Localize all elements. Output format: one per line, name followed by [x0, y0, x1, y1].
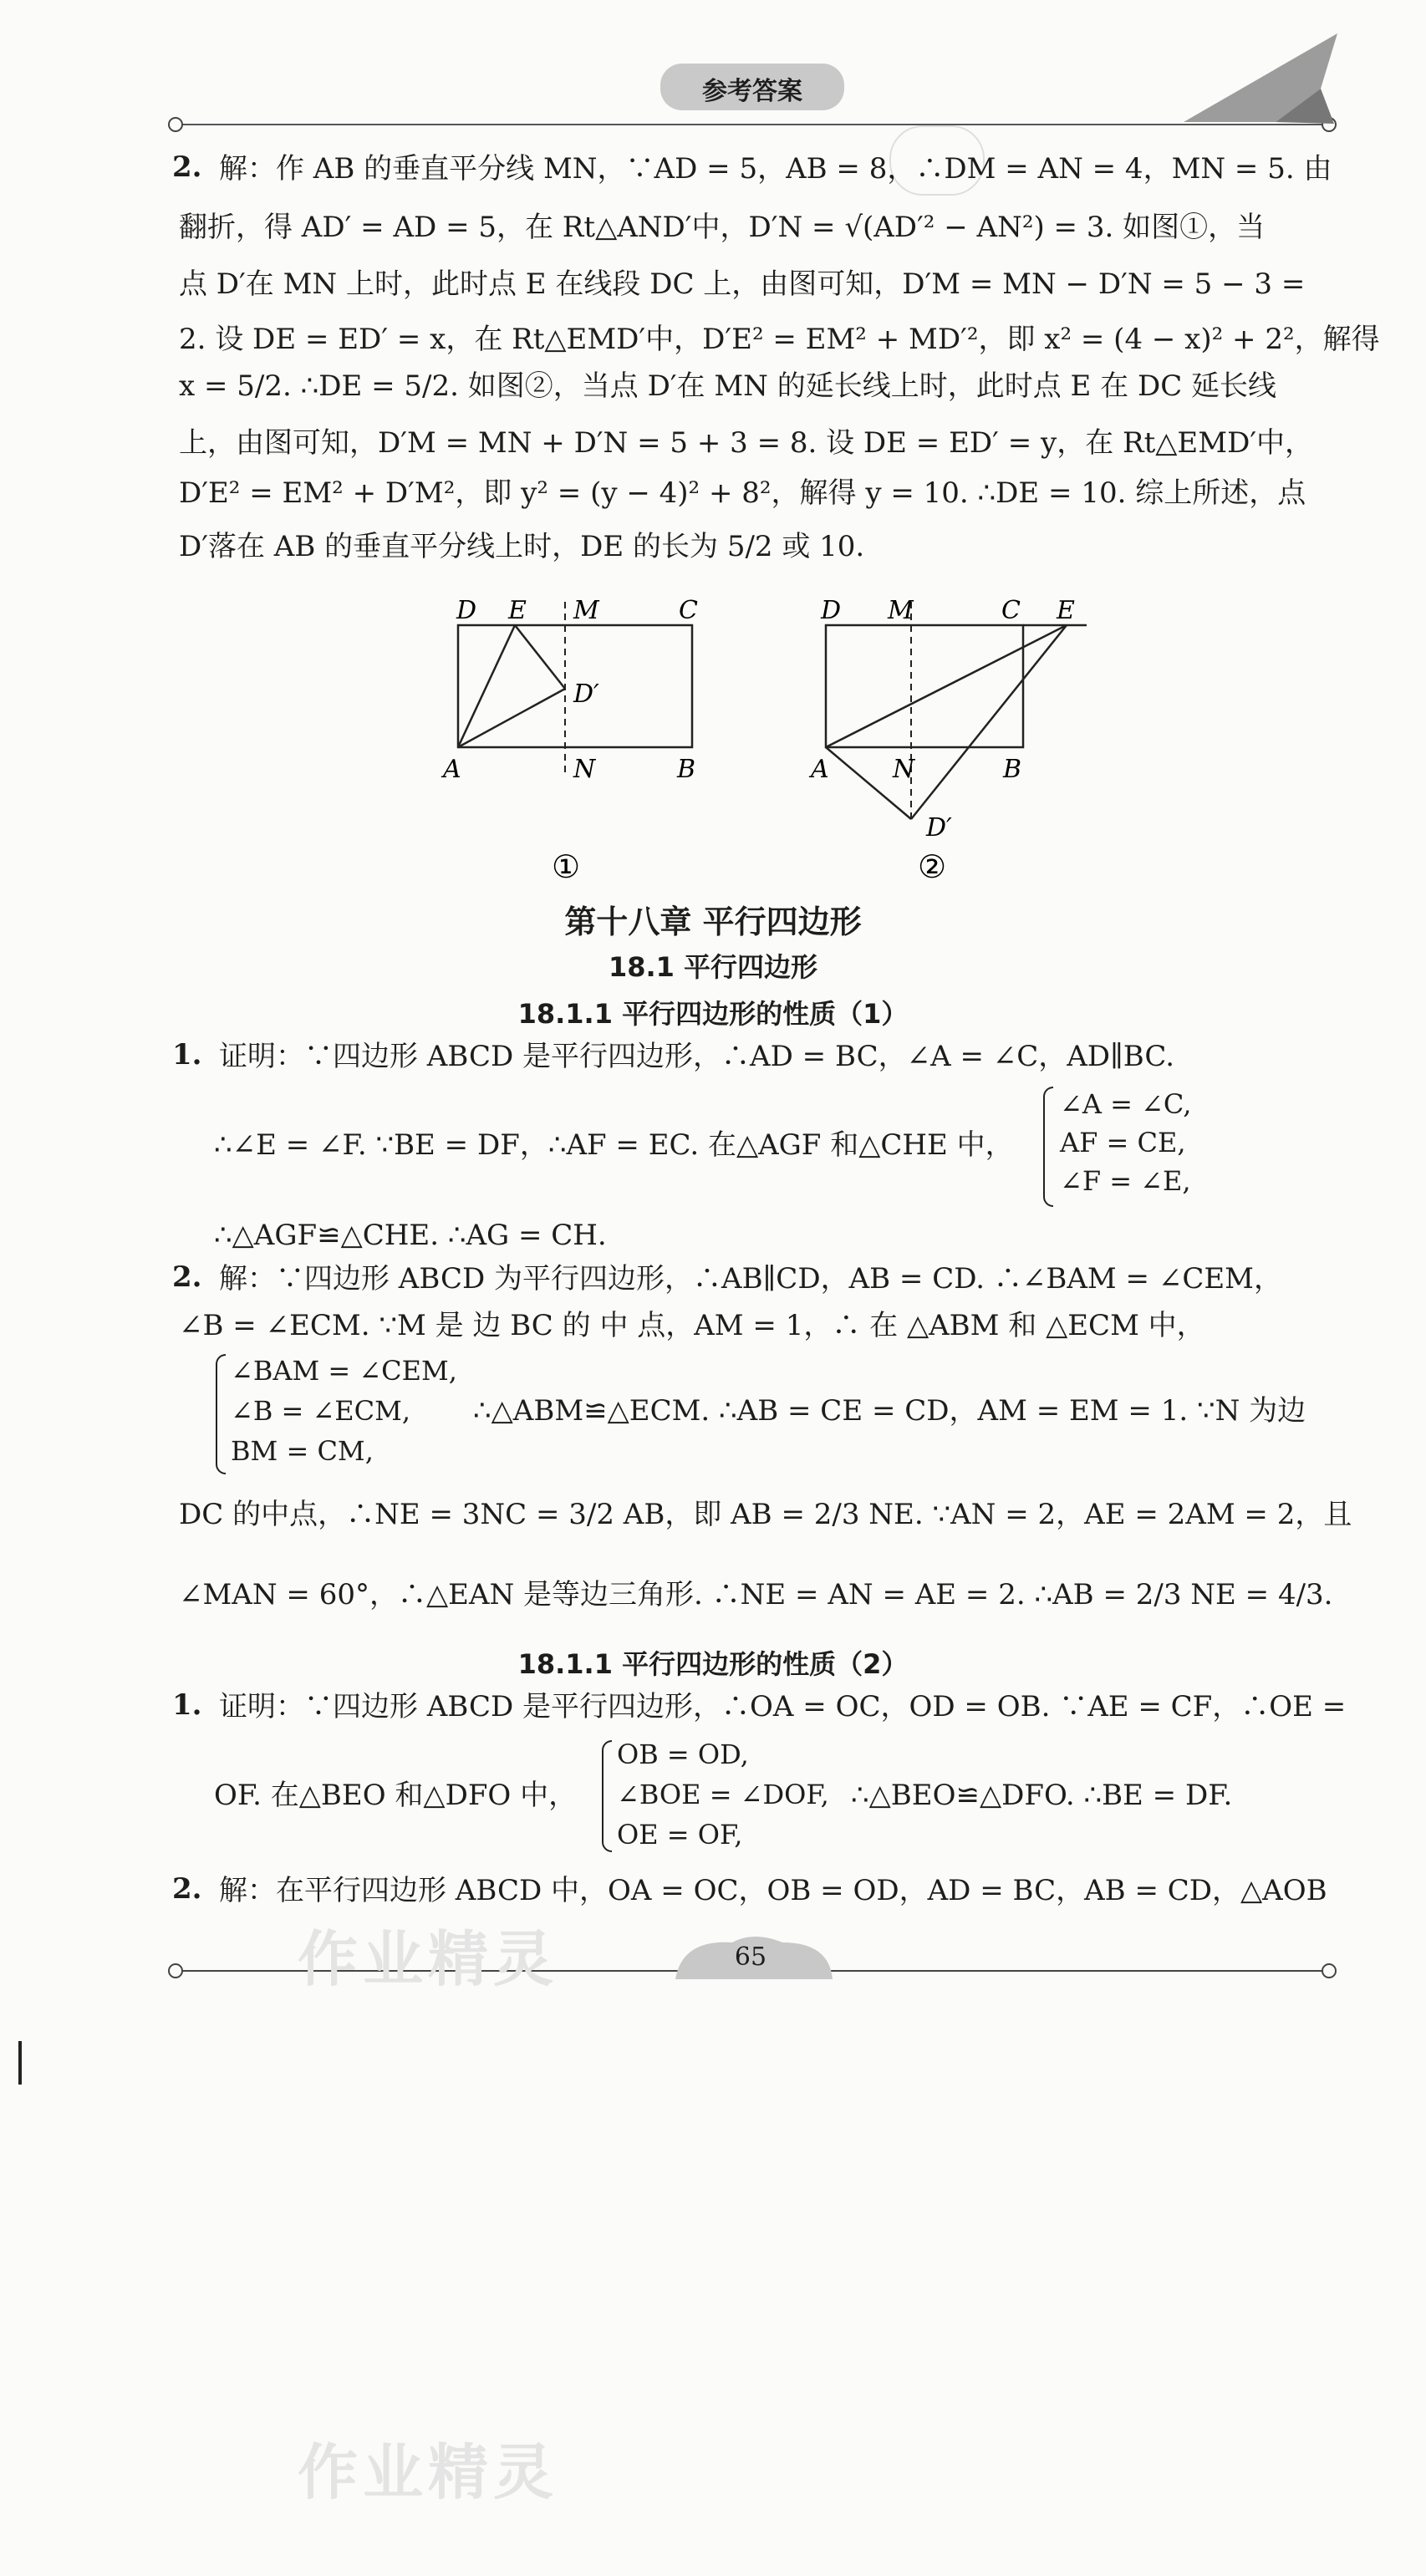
chapter-title: 第十八章 平行四边形 [564, 904, 862, 940]
condition: OB = OD, [617, 1739, 749, 1770]
condition: BM = CM, [231, 1435, 374, 1467]
text-line: ∴△AGF≌△CHE. ∴AG = CH. [214, 1219, 607, 1252]
problem-number: 2. [172, 1872, 202, 1906]
text-line: ∴△BEO≌△DFO. ∴BE = DF. [851, 1779, 1233, 1812]
section-title: 18.1 平行四边形 [608, 951, 818, 983]
condition: ∠F = ∠E, [1060, 1165, 1191, 1197]
figure-2 [802, 585, 1103, 911]
problem-number: 1. [172, 1688, 202, 1722]
watermark: 作业精灵 [298, 1924, 559, 1994]
figure-caption: ① [552, 848, 581, 885]
text-line: 解：∵四边形 ABCD 为平行四边形，∴AB∥CD，AB = CD. ∴∠BAM = ∠CEM， [219, 1262, 1282, 1296]
text-line: 点 D′在 MN 上时，此时点 E 在线段 DC 上，由图可知，D′M = MN − D′N = 5 − 3 = [179, 267, 1306, 301]
label: D [821, 596, 842, 625]
label: B [1003, 755, 1022, 784]
text-line: DC 的中点，∴NE = 3NC = 3/2 AB，即 AB = 2/3 NE. ∵AN = 2，AE = 2AM = 2，且 [179, 1498, 1352, 1531]
label: N [893, 755, 915, 784]
text-line: 证明：∵四边形 ABCD 是平行四边形，∴AD = BC，∠A = ∠C，AD∥BC. [219, 1040, 1174, 1073]
text-line: 翻折，得 AD′ = AD = 5，在 Rt△AND′中，D′N = √(AD′² − AN²) = 3. 如图①，当 [179, 211, 1266, 244]
subsection-title: 18.1.1 平行四边形的性质（1） [517, 998, 909, 1030]
text-line: D′E² = EM² + D′M²，即 y² = (y − 4)² + 8²，解得 y = 10. ∴DE = 10. 综上所述，点 [179, 476, 1306, 510]
text-line: ∴△ABM≌△ECM. ∴AB = CE = CD，AM = EM = 1. ∵N 为边 [473, 1394, 1306, 1428]
brace [216, 1354, 226, 1474]
condition: ∠A = ∠C, [1060, 1088, 1192, 1120]
text-line: ∴∠E = ∠F. ∵BE = DF，∴AF = EC. 在△AGF 和△CHE 中， [214, 1128, 1014, 1162]
label: D′ [573, 680, 599, 709]
condition: ∠BOE = ∠DOF, [617, 1779, 829, 1810]
text-line: OF. 在△BEO 和△DFO 中， [214, 1779, 578, 1812]
label: B [677, 755, 696, 784]
brace [602, 1740, 612, 1852]
condition: ∠BAM = ∠CEM, [231, 1355, 457, 1387]
problem-number: 1. [172, 1038, 202, 1072]
scan-mark [18, 2041, 22, 2085]
text-line: D′落在 AB 的垂直平分线上时，DE 的长为 5/2 或 10. [179, 530, 865, 563]
label: C [679, 596, 698, 625]
text-line: 证明：∵四边形 ABCD 是平行四边形，∴OA = OC，OD = OB. ∵AE = CF，∴OE = [219, 1690, 1347, 1723]
problem-number: 2. [172, 1260, 202, 1294]
text-line: 解：作 AB 的垂直平分线 MN，∵AD = 5，AB = 8，∴DM = AN = 4，MN = 5. 由 [219, 152, 1332, 186]
text-line: 解：在平行四边形 ABCD 中，OA = OC，OB = OD，AD = BC，AB = CD，△AOB [219, 1874, 1327, 1907]
label: E [508, 596, 527, 625]
subsection-title: 18.1.1 平行四边形的性质（2） [517, 1648, 909, 1680]
text-line: ∠MAN = 60°，∴△EAN 是等边三角形. ∴NE = AN = AE = 2. ∴AB = 2/3 NE = 4/3. [179, 1578, 1333, 1611]
brace [1043, 1087, 1053, 1207]
label: M [573, 596, 599, 625]
header-label: 参考答案 [702, 77, 802, 106]
figure-caption: ② [918, 848, 947, 885]
text-line: ∠B = ∠ECM. ∵M 是 边 BC 的 中 点，AM = 1，∴ 在 △ABM 和 △ECM 中， [179, 1309, 1205, 1342]
label: A [811, 755, 829, 784]
label: D [456, 596, 477, 625]
text-line: 2. 设 DE = ED′ = x，在 Rt△EMD′中，D′E² = EM² + MD′²，即 x² = (4 − x)² + 2²，解得 [179, 323, 1380, 356]
label: A [443, 755, 461, 784]
text-line: 上，由图可知，D′M = MN + D′N = 5 + 3 = 8. 设 DE = ED′ = y，在 Rt△EMD′中， [179, 426, 1314, 460]
watermark: 作业精灵 [298, 2437, 559, 2507]
condition: AF = CE, [1060, 1127, 1186, 1158]
label: E [1057, 596, 1075, 625]
label: D′ [926, 813, 952, 843]
problem-number: 2. [172, 150, 202, 184]
page-number: 65 [734, 1942, 767, 1972]
condition: ∠B = ∠ECM, [231, 1395, 411, 1427]
condition: OE = OF, [617, 1819, 743, 1851]
figure-1 [435, 585, 719, 911]
label: M [888, 596, 914, 625]
text-line: x = 5/2. ∴DE = 5/2. 如图②，当点 D′在 MN 的延长线上时，此时点 E 在 DC 延长线 [179, 369, 1277, 403]
label: C [1001, 596, 1021, 625]
label: N [573, 755, 596, 784]
